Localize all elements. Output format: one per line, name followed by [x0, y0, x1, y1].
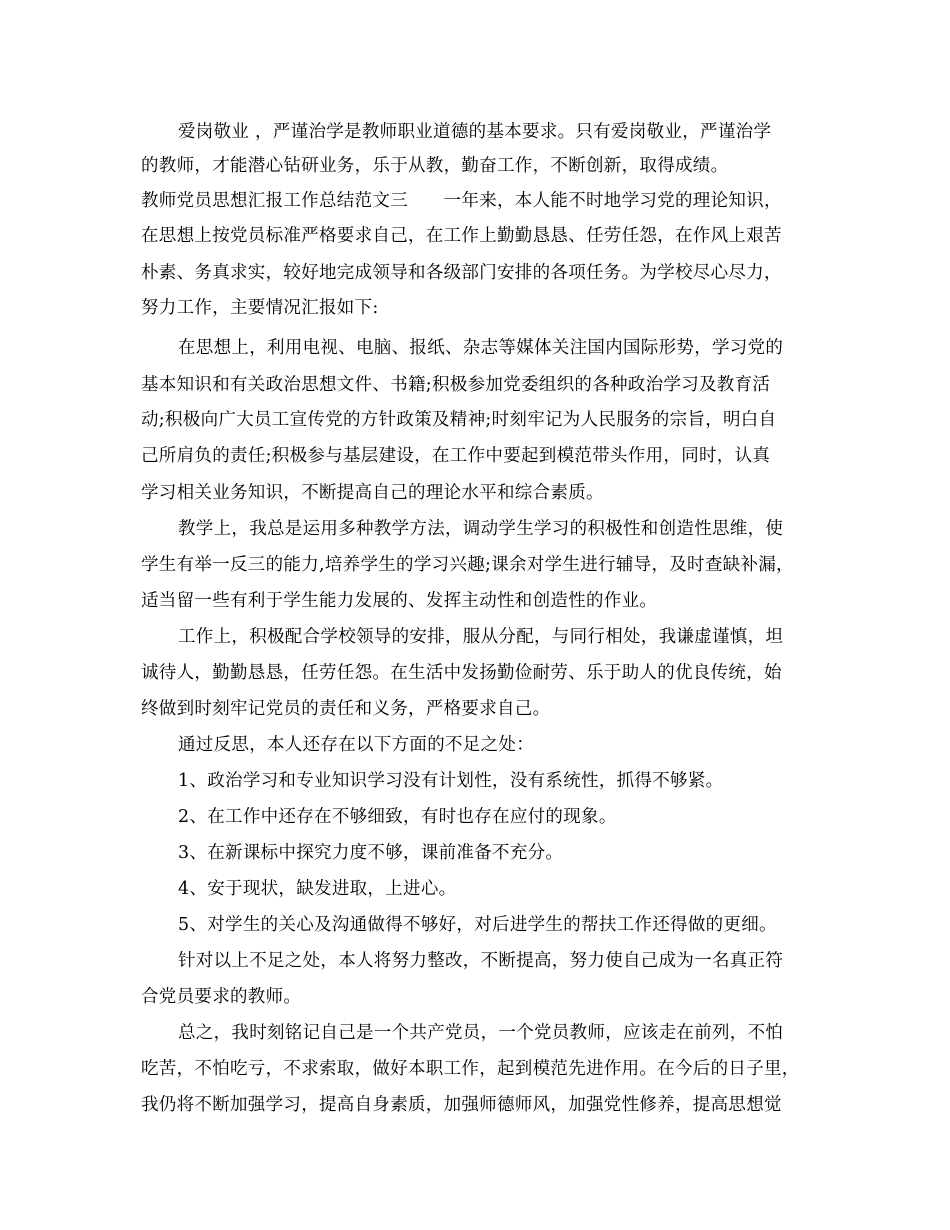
text-line: 终做到时刻牢记党员的责任和义务，严格要求自己。 [141, 699, 551, 719]
text-line: 1、政治学习和专业知识学习没有计划性，没有系统性，抓得不够紧。 [178, 771, 724, 791]
text-line: 在思想上，利用电视、电脑、报纸、杂志等媒体关注国内国际形势，学习党的 [178, 338, 784, 358]
text-line: 我仍将不断加强学习，提高自身素质，加强师德师风，加强党性修养，提高思想觉 [141, 1095, 782, 1115]
text-line: 通过反思，本人还存在以下方面的不足之处： [178, 735, 534, 755]
text-line: 学习相关业务知识，不断提高自己的理论水平和综合素质。 [141, 483, 604, 503]
text-line: 4、安于现状，缺发进取，上进心。 [178, 879, 457, 899]
text-line: 动;积极向广大员工宣传党的方针政策及精神;时刻牢记为人民服务的宗旨，明白自 [141, 410, 777, 430]
text-line: 工作上，积极配合学校领导的安排，服从分配，与同行相处，我谦虚谨慎，坦 [178, 627, 784, 647]
text-line: 己所肩负的责任;积极参与基层建设，在工作中要起到模范带头作用，同时，认真 [141, 446, 771, 466]
text-line: 适当留一些有利于学生能力发展的、发挥主动性和创造性的作业。 [141, 591, 658, 611]
text-line: 基本知识和有关政治思想文件、书籍;积极参加党委组织的各种政治学习及教育活 [141, 375, 771, 395]
text-line: 诚待人，勤勤恳恳，任劳任怨。在生活中发扬勤俭耐劳、乐于助人的优良传统，始 [141, 663, 782, 683]
text-line: 吃苦，不怕吃亏，不求索取，做好本职工作，起到模范先进作用。在今后的日子里， [141, 1059, 800, 1079]
text-line: 努力工作，主要情况汇报如下: [141, 298, 379, 318]
text-line: 的教师，才能潜心钻研业务，乐于从教，勤奋工作，不断创新，取得成绩。 [141, 156, 729, 176]
text-line: 总之，我时刻铭记自己是一个共产党员，一个党员教师，应该走在前列，不怕 [178, 1023, 784, 1043]
text-line: 在思想上按党员标准严格要求自己，在工作上勤勤恳恳、任劳任怨，在作风上艰苦 [141, 226, 782, 246]
text-line: 5、对学生的关心及沟通做得不够好，对后进学生的帮扶工作还得做的更细。 [178, 915, 777, 935]
text-line: 针对以上不足之处，本人将努力整改，不断提高，努力使自己成为一名真正符 [178, 951, 784, 971]
text-line: 教学上，我总是运用多种教学方法，调动学生学习的积极性和创造性思维，使 [178, 519, 784, 539]
text-line: 2、在工作中还存在不够细致，有时也存在应付的现象。 [178, 807, 617, 827]
text-line: 朴素、务真求实，较好地完成领导和各级部门安排的各项任务。为学校尽心尽力， [141, 263, 782, 283]
text-line: 教师党员思想汇报工作总结范文三 一年来，本人能不时地学习党的理论知识， [141, 191, 782, 211]
text-line: 爱岗敬业 ，严谨治学是教师职业道德的基本要求。只有爱岗敬业，严谨治学 [178, 122, 772, 142]
text-line: 3、在新课标中探究力度不够，课前准备不充分。 [178, 843, 564, 863]
text-line: 合党员要求的教师。 [141, 987, 302, 1007]
text-line: 学生有举一反三的能力,培养学生的学习兴趣;课余对学生进行辅导，及时查缺补漏， [141, 555, 794, 575]
